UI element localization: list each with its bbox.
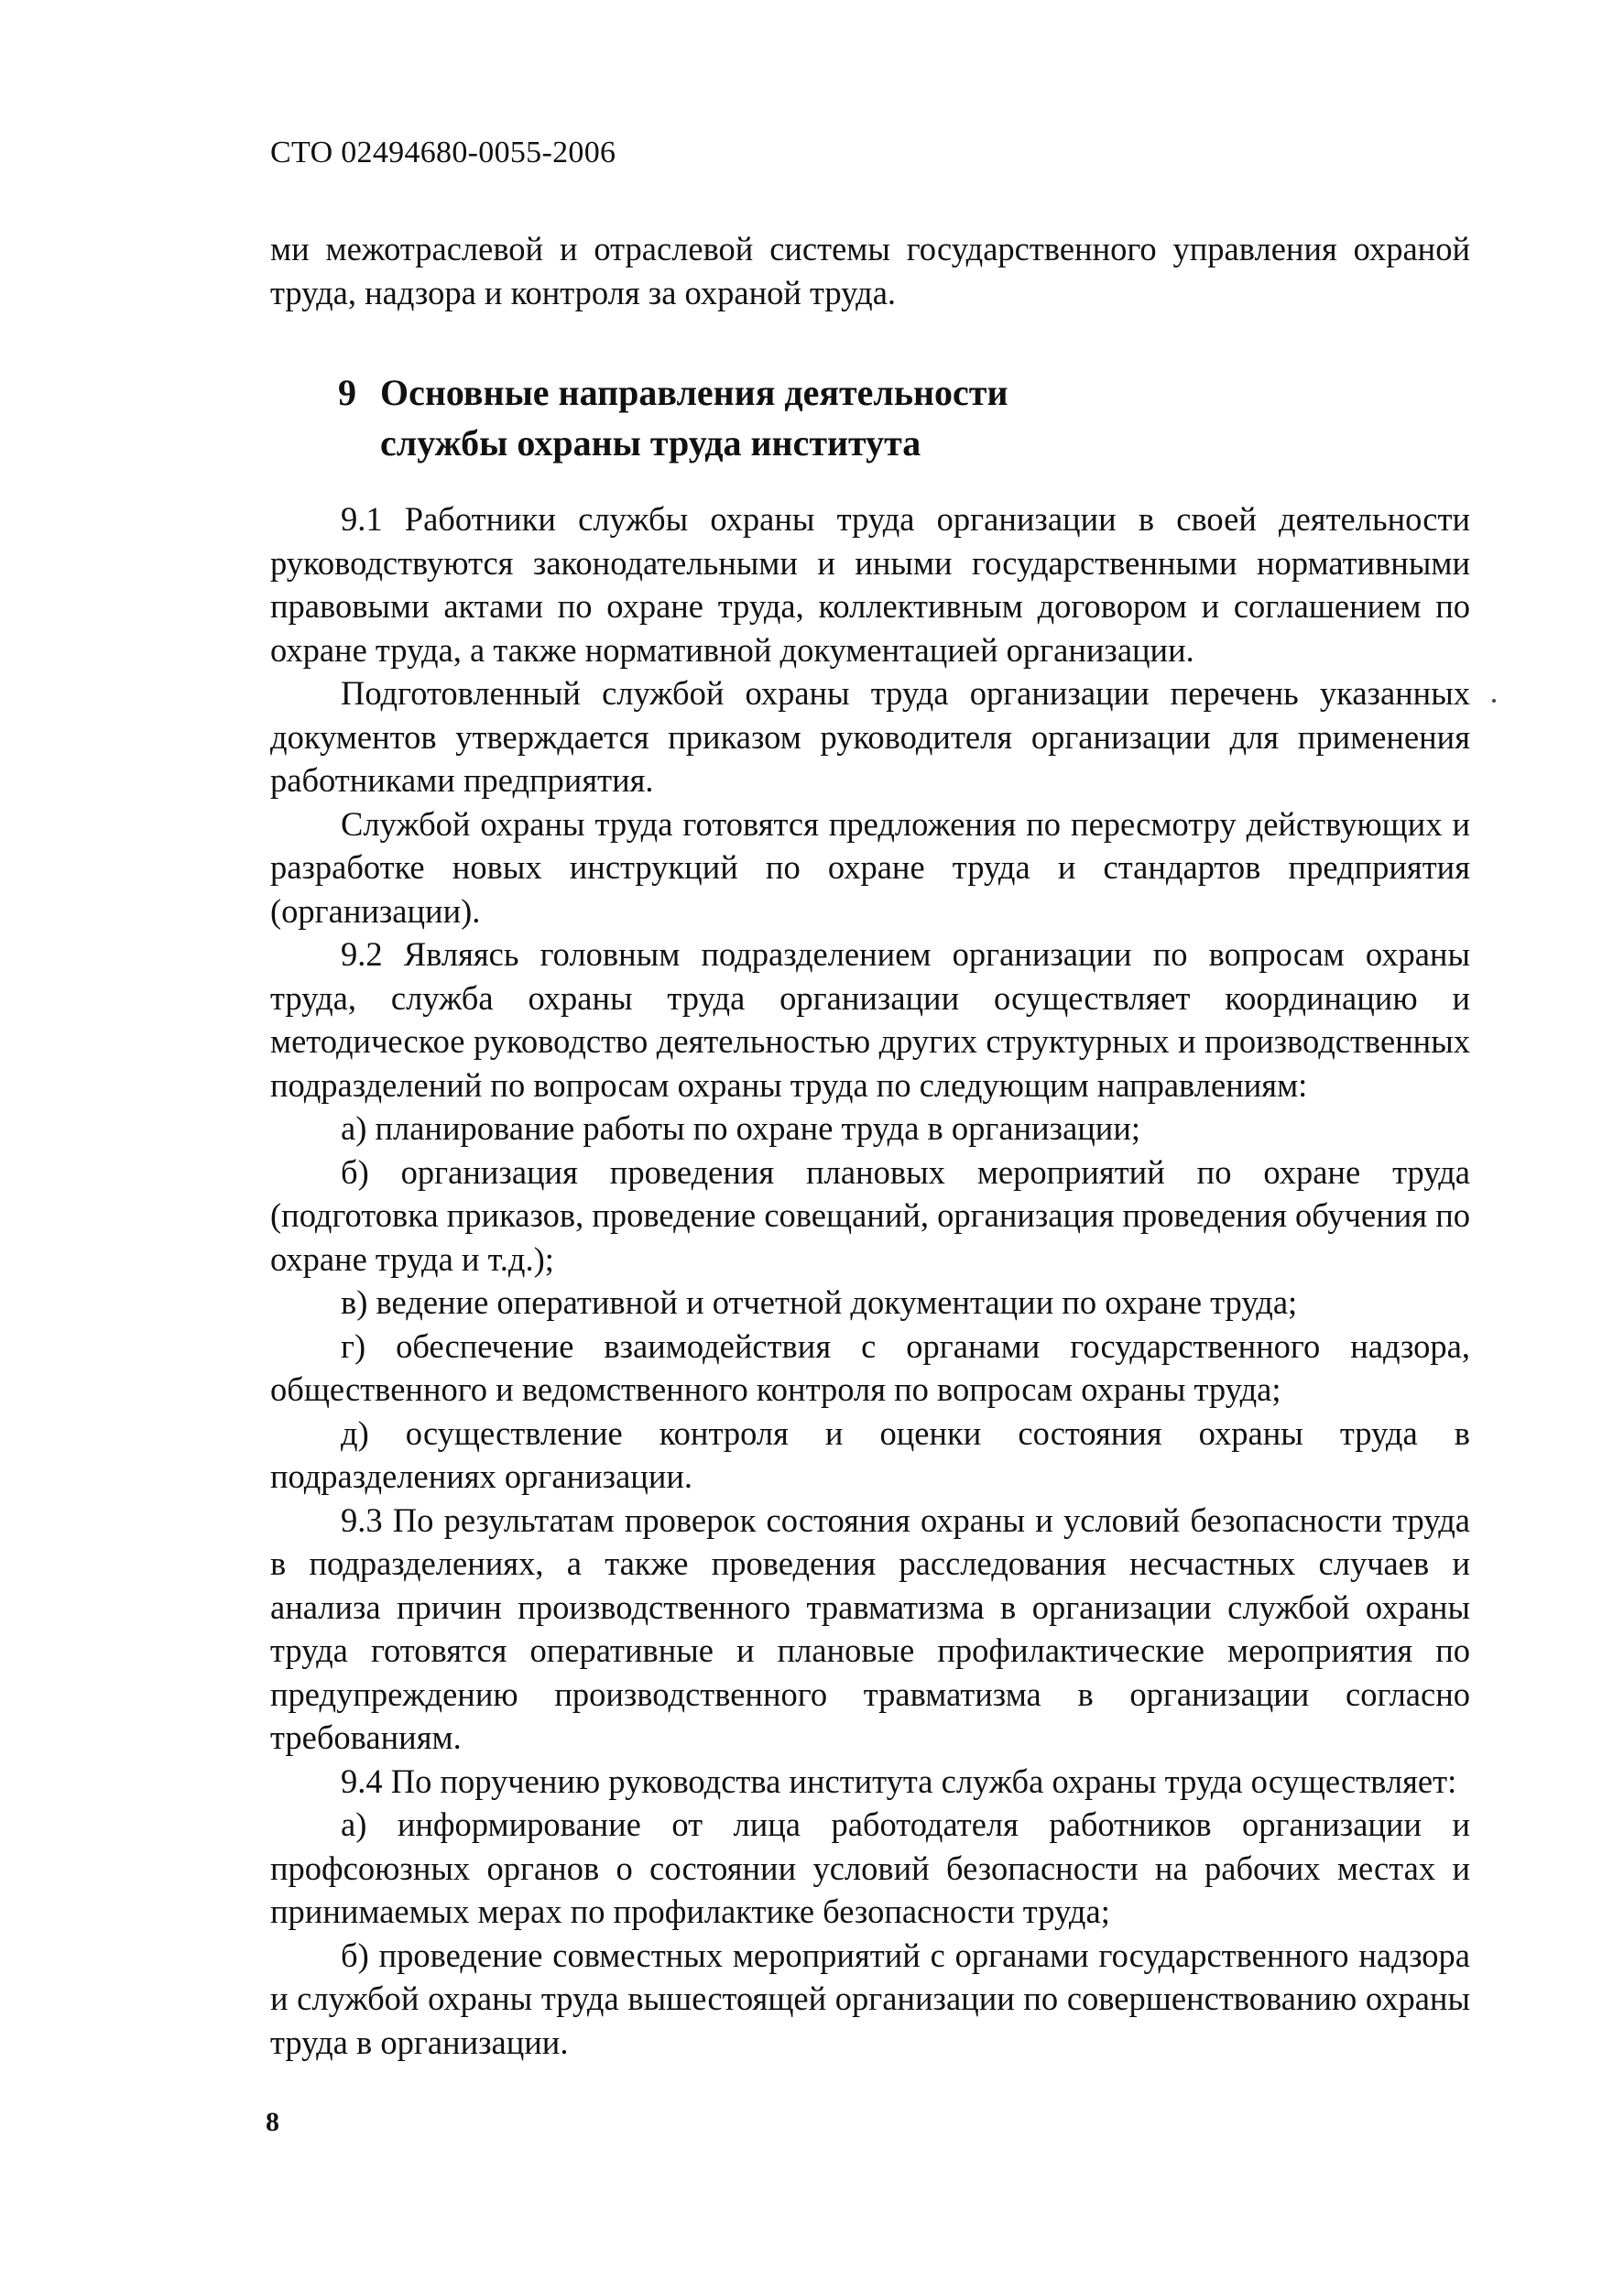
spacer: [270, 314, 1470, 367]
section-number: 9: [338, 372, 356, 413]
list-item-9-2-g: г) обеспечение взаимодействия с органами государственного надзора, общественного и ведомственного контроля по вопросам охраны труда;: [270, 1326, 1470, 1408]
paragraph-9-1: 9.1 Работники службы охраны труда организации в своей деятельности руководствуются законодательными и иными государственными нормативными правовыми актами по охране труда, коллективным договором и соглашением по охране труда, а также нормативной документацией организации.: [270, 500, 1470, 669]
spacer: [270, 468, 1470, 497]
list-item-9-2-v: в) ведение оперативной и отчетной документации по охране труда;: [341, 1283, 1298, 1321]
section-heading: [270, 367, 1470, 468]
document-body: [270, 227, 1470, 2064]
continuation-paragraph: ми межотраслевой и отраслевой системы государственного управления охраной труда, надзора и контроля за охраной труда.: [270, 230, 1470, 311]
paragraph-9-4: 9.4 По поручению руководства института служба охраны труда осуществляет:: [341, 1762, 1457, 1800]
list-item-9-2-a: а) планирование работы по охране труда в организации;: [341, 1109, 1141, 1147]
page-number: 8: [266, 2107, 279, 2137]
document-code-header: СТО 02494680-0055-2006: [270, 136, 616, 169]
list-item-9-4-a: а) информирование от лица работодателя работников организации и профсоюзных органов о состоянии условий безопасности на рабочих местах и принимаемых мерах по профилактике безопасности труда;: [270, 1806, 1470, 1930]
list-item-9-2-d: д) осуществление контроля и оценки состояния охраны труда в подразделениях организации.: [270, 1413, 1470, 1495]
paragraph-9-3: 9.3 По результатам проверок состояния охраны и условий безопасности труда в подразделениях, а также проведения расследования несчастных случаев и анализа причин производственного травматизма в организации службой охраны труда готовятся оперативные и плановые профилактические мероприятия по предупреждению производственного травматизма в организации согласно требованиям.: [270, 1500, 1470, 1756]
section-heading-line-1: [270, 367, 1470, 418]
paragraph-instructions: Службой охраны труда готовятся предложения по пересмотру действующих и разработке новых инструкций по охране труда и стандартов предприятия (организации).: [270, 804, 1470, 930]
list-item-9-2-b: б) организация проведения плановых мероприятий по охране труда (подготовка приказов, проведение совещаний, организация проведения обучения по охране труда и т.д.);: [270, 1152, 1471, 1278]
paragraph-documents-list: Подготовленный службой охраны труда организации перечень указанных документов утверждается приказом руководителя организации для применения работниками предприятия.: [270, 674, 1470, 799]
list-item-9-4-b: б) проведение совместных мероприятий с органами государственного надзора и службой охраны труда вышестоящей организации по совершенствованию охраны труда в организации.: [270, 1936, 1470, 2061]
paragraph-9-2: 9.2 Являясь головным подразделением организации по вопросам охраны труда, служба охраны труда организации осуществляет координацию и методическое руководство деятельностью других структурных и производственных подразделений по вопросам охраны труда по следующим направлениям:: [270, 935, 1470, 1104]
section-title-line-2: службы охраны труда института: [380, 422, 921, 464]
section-title-line-1: Основные направления деятельности: [380, 372, 1008, 413]
scan-speck: [1492, 699, 1496, 703]
